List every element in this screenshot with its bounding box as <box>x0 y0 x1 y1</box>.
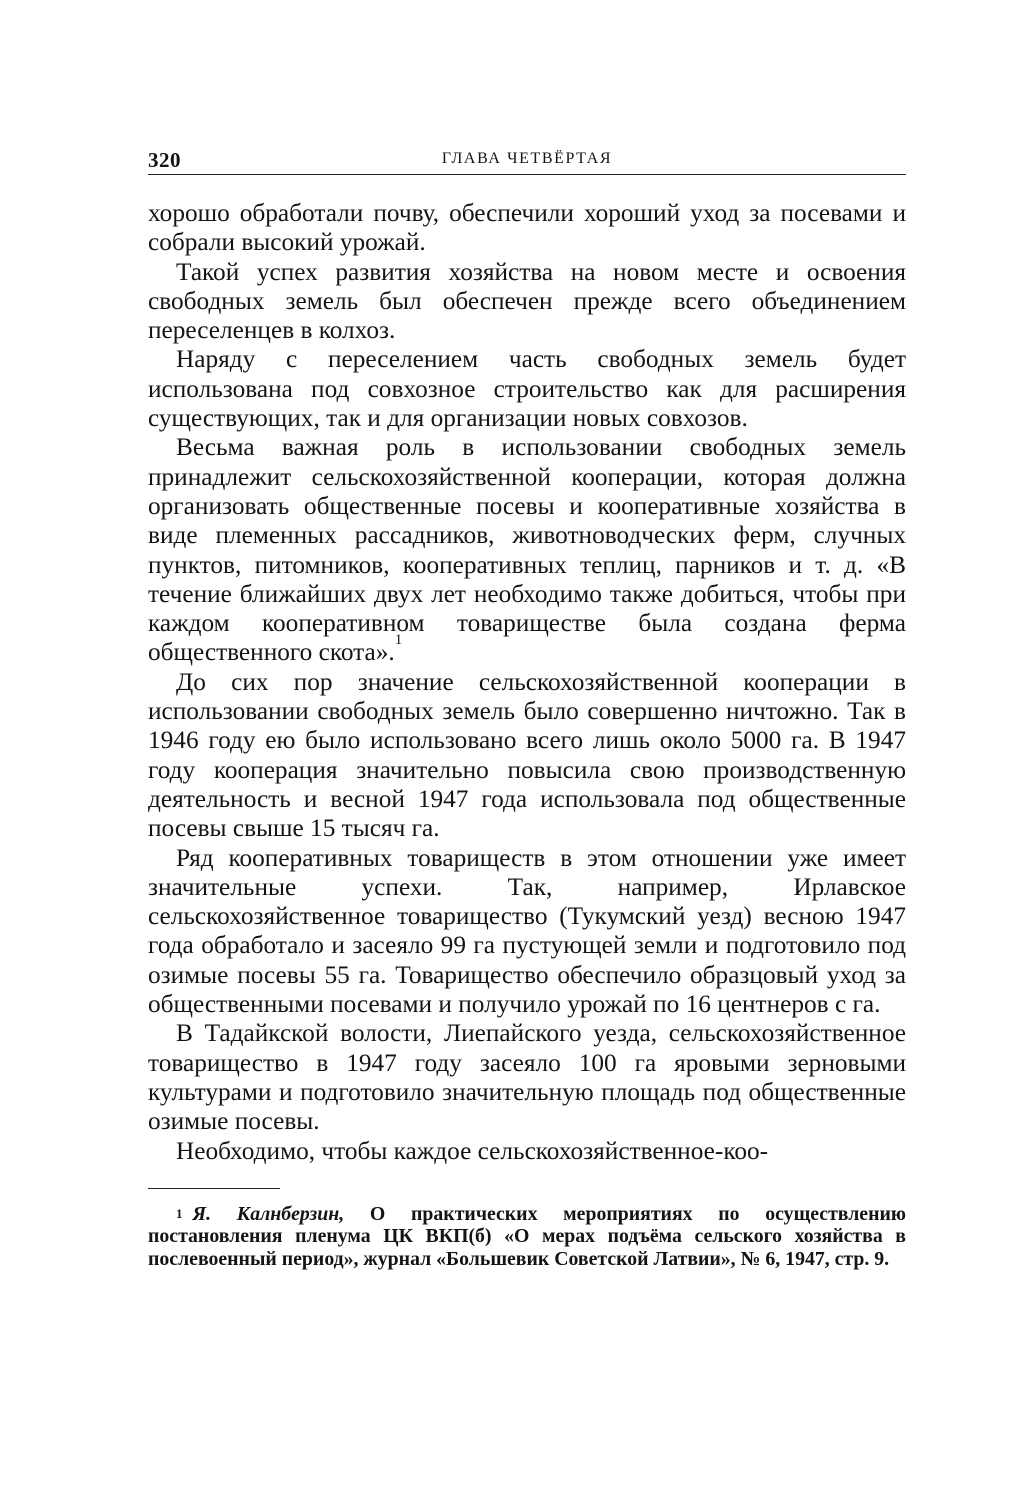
paragraph: В Тадайкской волости, Лиепайского уезда, сельскохозяйственное товарищество в 1947 году засеяло 100 га яровыми зерновыми культурами и подготовило значительную площадь под общественные озимые посевы. <box>148 1019 906 1136</box>
paragraph: Ряд кооперативных товариществ в этом отношении уже имеет значительные успехи. Так, например, Ирлавское сельскохозяйственное товарищество (Тукумский уезд) весною 1947 года обработало и засеяло 99 га пустующей земли и подготовило под озимые посевы 55 га. Товарищество обеспечило образцовый уход за общественными посевами и получило урожай по 16 центнеров с га. <box>148 843 906 1019</box>
chapter-title: ГЛАВА ЧЕТВЁРТАЯ <box>441 150 613 167</box>
running-head <box>148 146 906 175</box>
footnote-author: Я. Калнберзин, <box>192 1202 345 1225</box>
paragraph: Такой успех развития хозяйства на новом месте и освоения свободных земель был обеспечен прежде всего объединением переселенцев в колхоз. <box>148 257 906 345</box>
paragraph: Наряду с переселением часть свободных земель будет использована под совхозное строительство как для расширения существующих, так и для организации новых совхозов. <box>148 345 906 433</box>
body-text <box>148 199 906 1166</box>
footnote-reference: 1 <box>394 632 403 649</box>
page-number: 320 <box>148 148 181 172</box>
footnote-marker: 1 <box>176 1205 183 1221</box>
footnote-divider <box>148 1188 280 1189</box>
paragraph-text: Весьма важная роль в использовании свободных земель принадлежит сельскохозяйственной кооперации, которая должна организовать общественные посевы и кооперативные хозяйства в виде племенных рассадников, животноводческих ферм, случных пунктов, питомников, кооперативных теплиц, парников и т. д. «В течение ближайших двух лет необходимо также добиться, чтобы при каждом кооперативном товариществе была создана ферма общественного скота». <box>148 433 906 667</box>
paragraph-with-footnote-ref <box>148 433 906 667</box>
footnotes <box>148 1203 906 1271</box>
book-page <box>148 146 906 1271</box>
paragraph: Необходимо, чтобы каждое сельскохозяйственное-коо- <box>176 1136 769 1165</box>
footnote-text: О практических мероприятиях по осуществлению постановления пленума ЦК ВКП(б) «О мерах подъёма сельского хозяйства в послевоенный период», журнал «Большевик Советской Латвии», № 6, 1947, стр. 9. <box>148 1202 906 1270</box>
footnote <box>148 1203 906 1271</box>
paragraph: хорошо обработали почву, обеспечили хороший уход за посевами и собрали высокий урожай. <box>148 199 906 257</box>
paragraph: До сих пор значение сельскохозяйственной кооперации в использовании свободных земель было совершенно ничтожно. Так в 1946 году ею было использовано всего лишь около 5000 га. В 1947 году кооперация значительно повысила свою производственную деятельность и весной 1947 года использовала под общественные посевы свыше 15 тысяч га. <box>148 667 906 843</box>
